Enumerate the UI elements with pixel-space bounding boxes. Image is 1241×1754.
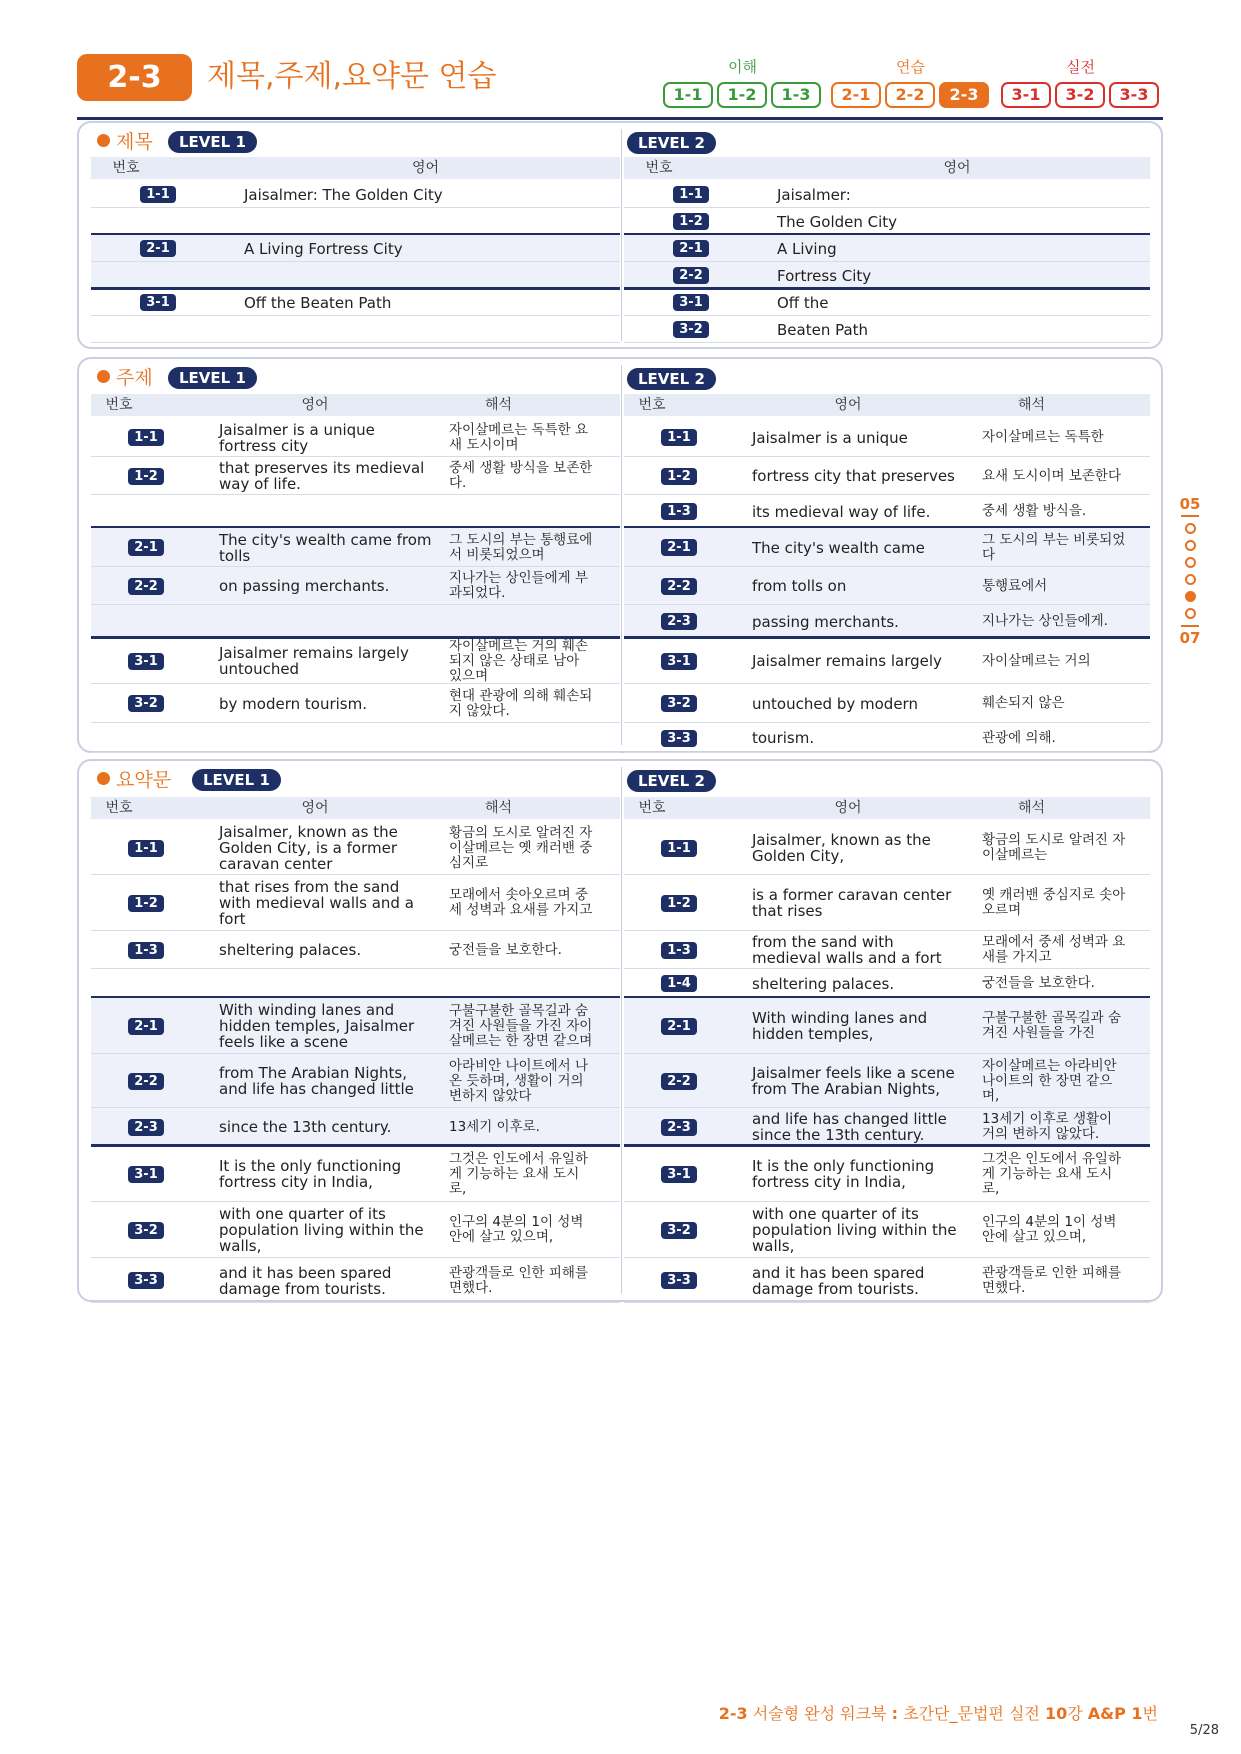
table-row (91, 262, 620, 289)
english-text: With winding lanes and hidden temples, (752, 1009, 928, 1043)
english-text: Jaisalmer is a unique (752, 428, 908, 447)
table-row (624, 289, 1150, 316)
header-en: 영어 (834, 800, 862, 816)
table-row (91, 316, 620, 343)
korean-text: 13세기 이후로 생활이 거의 변하지 않았다. (982, 1111, 1113, 1142)
english-text: With winding lanes and hidden temples, Jaisalmer feels like a scene (219, 1001, 415, 1051)
korean-text: 궁전들을 보호한다. (449, 941, 562, 958)
table-header (624, 157, 1150, 179)
korean-text: 관광에 의해. (982, 729, 1056, 746)
english-text: Jaisalmer is a unique fortress city (219, 420, 375, 455)
row-number: 1-1 (661, 429, 697, 446)
table-row (624, 998, 1150, 1054)
header-en: 영어 (943, 160, 971, 176)
row-number: 1-2 (661, 895, 697, 912)
korean-text: 13세기 이후로. (449, 1118, 540, 1135)
english-text: by modern tourism. (219, 694, 367, 713)
table-header (91, 394, 620, 416)
english-text: The city's wealth came from tolls (219, 530, 432, 565)
english-text: Off the (777, 293, 829, 312)
row-number: 3-2 (661, 695, 697, 712)
table-row (91, 289, 620, 316)
table-row (624, 316, 1150, 343)
row-number: 1-2 (661, 468, 697, 485)
english-text: Off the Beaten Path (244, 293, 392, 312)
korean-text: 자이살메르는 거의 (982, 652, 1091, 669)
nav-button-1-2[interactable]: 1-2 (717, 82, 767, 108)
row-number: 2-3 (661, 613, 697, 630)
english-text: and it has been spared damage from tourists. (752, 1263, 925, 1298)
table-row (624, 875, 1150, 931)
english-text: and life has changed little since the 13th century. (752, 1110, 947, 1144)
row-number: 3-1 (661, 1166, 697, 1183)
korean-text: 지나가는 상인들에게 부 과되었다. (449, 570, 588, 601)
row-number: 1-1 (140, 186, 176, 203)
table-header (91, 797, 620, 819)
progress-circle (1185, 574, 1196, 585)
bullet-icon (97, 370, 110, 383)
row-number: 2-1 (128, 539, 164, 556)
row-number: 1-4 (661, 975, 697, 992)
row-number: 2-2 (128, 578, 164, 595)
korean-text: 중세 생활 방식을. (982, 503, 1087, 519)
nav-button-1-1[interactable]: 1-1 (663, 82, 713, 108)
side-top-label: 05 (1179, 495, 1201, 513)
korean-text: 통행료에서 (982, 577, 1048, 594)
table-row (624, 1202, 1150, 1258)
row-number: 2-1 (140, 240, 176, 257)
table-row (91, 684, 620, 723)
header-ko: 해석 (1017, 397, 1046, 413)
table-row (624, 605, 1150, 638)
korean-text: 자이살메르는 아라비안 나이트의 한 장면 같으 며, (982, 1057, 1117, 1104)
header-num: 번호 (645, 160, 673, 176)
table-row (91, 208, 620, 235)
table-header (91, 157, 620, 179)
table-row (624, 457, 1150, 495)
english-text: fortress city that preserves (752, 467, 955, 485)
table-header (624, 797, 1150, 819)
section-title: 제목 (97, 130, 153, 154)
table-row (91, 1258, 620, 1303)
row-number: 2-1 (128, 1018, 164, 1035)
row-number: 1-1 (128, 429, 164, 446)
korean-text: 관광객들로 인한 피해를 면했다. (449, 1264, 588, 1296)
page-number: 5/28 (1189, 1723, 1219, 1738)
english-text: It is the only functioning fortress city in India, (752, 1157, 935, 1191)
row-number: 3-1 (128, 1166, 164, 1183)
header-en: 영어 (301, 800, 329, 816)
row-number: 3-1 (661, 653, 697, 670)
lesson-badge: 2-3 (77, 54, 192, 101)
english-text: Jaisalmer feels like a scene from The Arabian Nights, (752, 1064, 955, 1098)
english-text: from The Arabian Nights, and life has changed little (219, 1064, 414, 1098)
row-number: 3-1 (673, 294, 709, 311)
english-text: sheltering palaces. (219, 941, 362, 959)
korean-text: 아라비안 나이트에서 나 온 듯하며, 생활이 거의 변하지 않았다 (449, 1057, 588, 1104)
korean-text: 황금의 도시로 알려진 자 이살메르는 (982, 832, 1126, 863)
column-divider (621, 767, 622, 1294)
bullet-icon (97, 772, 110, 785)
english-text: Jaisalmer remains largely (752, 652, 942, 670)
row-number: 1-1 (673, 186, 709, 203)
nav-button-3-2[interactable]: 3-2 (1055, 82, 1105, 108)
english-text: that preserves its medieval way of life. (219, 459, 425, 493)
korean-text: 지나가는 상인들에게. (982, 613, 1108, 629)
english-text: It is the only functioning fortress city in India, (219, 1157, 402, 1191)
header-num: 번호 (638, 800, 666, 816)
level-2-badge: LEVEL 2 (627, 132, 716, 154)
level-2-badge: LEVEL 2 (627, 770, 716, 792)
table-row (624, 567, 1150, 605)
korean-text: 요새 도시이며 보존한다 (982, 467, 1121, 484)
progress-circle (1185, 591, 1196, 602)
table-row (91, 1202, 620, 1258)
korean-text: 관광객들로 인한 피해를 면했다. (982, 1264, 1121, 1296)
table-header (624, 394, 1150, 416)
row-number: 2-2 (128, 1073, 164, 1090)
korean-text: 그 도시의 부는 비롯되었 다 (982, 531, 1126, 563)
header-ko: 해석 (484, 397, 513, 413)
bullet-icon (97, 134, 110, 147)
nav-group-label: 연습 (896, 58, 925, 76)
table-row (624, 1054, 1150, 1108)
korean-text: 그 도시의 부는 통행료에 서 비롯되었으며 (449, 531, 593, 563)
table-row (624, 1146, 1150, 1202)
row-number: 2-1 (661, 1018, 697, 1035)
row-number: 3-2 (128, 695, 164, 712)
english-text: passing merchants. (752, 612, 899, 631)
table-row (91, 235, 620, 262)
header-num: 번호 (638, 397, 666, 413)
row-number: 3-2 (673, 321, 709, 338)
table-row (91, 1054, 620, 1108)
table-row (91, 181, 620, 208)
header-en: 영어 (411, 160, 440, 176)
nav-group-label: 이해 (728, 58, 757, 76)
row-number: 3-2 (661, 1222, 697, 1239)
side-progress (1178, 495, 1202, 647)
header-num: 번호 (105, 800, 133, 816)
row-number: 2-1 (661, 539, 697, 556)
progress-circle (1185, 523, 1196, 534)
level-1-badge: LEVEL 1 (192, 769, 281, 791)
section-title: 주제 (97, 366, 153, 390)
row-number: 3-3 (661, 730, 697, 747)
english-text: on passing merchants. (219, 577, 390, 595)
row-number: 2-3 (128, 1119, 164, 1136)
row-number: 2-1 (673, 240, 709, 257)
column-divider (621, 365, 622, 745)
row-number: 3-3 (128, 1272, 164, 1289)
row-number: 3-2 (128, 1222, 164, 1239)
table-row (624, 208, 1150, 235)
nav-button-3-1[interactable]: 3-1 (1001, 82, 1051, 108)
table-row (91, 418, 620, 457)
korean-text: 자이살메르는 독특한 요 새 도시이며 (449, 421, 588, 453)
row-number: 1-3 (661, 503, 697, 520)
table-row (624, 235, 1150, 262)
english-text: and it has been spared damage from tourists. (219, 1263, 392, 1298)
korean-text: 인구의 4분의 1이 성벽 안에 살고 있으며, (449, 1214, 584, 1245)
korean-text: 그것은 인도에서 유일하 게 기능하는 요새 도시 로, (449, 1150, 588, 1197)
side-bottom-label: 07 (1179, 629, 1201, 647)
row-divider (624, 1302, 1150, 1303)
level-1-badge: LEVEL 1 (168, 131, 257, 153)
table-row (91, 495, 620, 528)
nav-button-2-1[interactable]: 2-1 (831, 82, 881, 108)
row-number: 2-2 (661, 1073, 697, 1090)
english-text: is a former caravan center that rises (752, 886, 952, 920)
table-row (624, 638, 1150, 684)
footer-caption: 2-3 서술형 완성 워크북 : 초간단_문법편 실전 10강 A&P 1번 (718, 1704, 1158, 1723)
table-row (624, 262, 1150, 289)
header-divider (77, 117, 1163, 120)
column-divider (621, 129, 622, 341)
korean-text: 자이살메르는 거의 훼손 되지 않은 상태로 남아 있으며 (449, 637, 588, 684)
table-row (624, 495, 1150, 528)
table-row (624, 181, 1150, 208)
table-row (624, 528, 1150, 567)
table-row (624, 723, 1150, 753)
row-number: 2-2 (673, 267, 709, 284)
nav-button-1-3[interactable]: 1-3 (771, 82, 821, 108)
table-row (624, 1258, 1150, 1303)
table-row (91, 605, 620, 638)
row-number: 3-1 (140, 294, 176, 311)
table-row (91, 821, 620, 875)
section-title: 요약문 (97, 768, 171, 792)
table-row (624, 1108, 1150, 1146)
row-divider (624, 752, 1150, 753)
table-row (624, 821, 1150, 875)
header-num: 번호 (105, 397, 133, 413)
table-row (624, 969, 1150, 998)
row-number: 1-3 (661, 942, 697, 959)
english-text: Beaten Path (777, 320, 869, 339)
row-number: 1-1 (661, 840, 697, 857)
table-row (624, 931, 1150, 969)
english-text: that rises from the sand with medieval walls and a fort (219, 878, 414, 928)
page-title: 제목,주제,요약문 연습 (207, 59, 497, 94)
english-text: Jaisalmer remains largely untouched (219, 644, 409, 678)
header-ko: 해석 (484, 800, 513, 816)
korean-text: 중세 생활 방식을 보존한 다. (449, 460, 593, 491)
nav-button-3-3[interactable]: 3-3 (1109, 82, 1159, 108)
row-number: 3-1 (128, 653, 164, 670)
table-row (624, 418, 1150, 457)
row-number: 1-1 (128, 840, 164, 857)
header-en: 영어 (834, 397, 862, 413)
row-number: 1-3 (128, 942, 164, 959)
english-text: since the 13th century. (219, 1118, 392, 1136)
korean-text: 그것은 인도에서 유일하 게 기능하는 요새 도시 로, (982, 1150, 1121, 1197)
korean-text: 인구의 4분의 1이 성벽 안에 살고 있으며, (982, 1214, 1117, 1245)
row-number: 2-2 (661, 578, 697, 595)
row-number: 2-3 (661, 1119, 697, 1136)
table-row (91, 1108, 620, 1146)
english-text: Jaisalmer, known as the Golden City, is a former caravan center (219, 823, 398, 873)
english-text: A Living (777, 239, 837, 258)
korean-text: 구불구불한 골목길과 숨 겨진 사원들을 가진 (982, 1010, 1121, 1041)
row-number: 3-3 (661, 1272, 697, 1289)
english-text: Jaisalmer: The Golden City (244, 185, 443, 204)
nav-button-2-2[interactable]: 2-2 (885, 82, 935, 108)
table-row (91, 1146, 620, 1202)
header-num: 번호 (112, 160, 140, 176)
korean-text: 옛 캐러밴 중심지로 솟아 오르며 (982, 887, 1126, 918)
row-number: 1-2 (128, 895, 164, 912)
table-row (91, 528, 620, 567)
row-divider (624, 342, 1150, 343)
korean-text: 황금의 도시로 알려진 자 이살메르는 옛 캐러밴 중 심지로 (449, 824, 593, 871)
english-text: from tolls on (752, 577, 847, 595)
english-text: The Golden City (777, 212, 898, 231)
english-text: its medieval way of life. (752, 502, 931, 521)
korean-text: 궁전들을 보호한다. (982, 975, 1095, 991)
table-row (91, 875, 620, 931)
table-row (91, 998, 620, 1054)
level-1-badge: LEVEL 1 (168, 367, 257, 389)
english-text: sheltering palaces. (752, 974, 895, 993)
english-text: Jaisalmer, known as the Golden City, (752, 831, 931, 865)
english-text: with one quarter of its population living within the walls, (752, 1205, 957, 1255)
row-divider (91, 1302, 620, 1303)
row-divider (91, 752, 620, 753)
progress-circle (1185, 608, 1196, 619)
header-ko: 해석 (1017, 800, 1046, 816)
table-row (91, 567, 620, 605)
english-text: with one quarter of its population living within the walls, (219, 1205, 424, 1255)
english-text: untouched by modern (752, 694, 918, 713)
level-2-badge: LEVEL 2 (627, 368, 716, 390)
nav-group-label: 실전 (1066, 58, 1095, 76)
row-number: 1-2 (128, 468, 164, 485)
nav-button-2-3[interactable]: 2-3 (939, 82, 989, 108)
table-row (91, 931, 620, 969)
table-row (91, 969, 620, 998)
english-text: The city's wealth came (752, 538, 925, 557)
table-row (91, 723, 620, 753)
english-text: from the sand with medieval walls and a fort (752, 933, 942, 967)
korean-text: 현대 관광에 의해 훼손되 지 않았다. (449, 687, 593, 719)
header-en: 영어 (301, 397, 329, 413)
korean-text: 모래에서 중세 성벽과 요 새를 가지고 (982, 934, 1126, 965)
korean-text: 모래에서 솟아오르며 중 세 성벽과 요새를 가지고 (449, 887, 593, 918)
table-row (624, 684, 1150, 723)
korean-text: 훼손되지 않은 (982, 695, 1065, 711)
table-row (91, 457, 620, 495)
progress-circle (1185, 557, 1196, 568)
english-text: A Living Fortress City (244, 239, 403, 258)
progress-circle (1185, 540, 1196, 551)
row-divider (91, 342, 620, 343)
english-text: tourism. (752, 729, 815, 747)
row-number: 1-2 (673, 213, 709, 230)
korean-text: 자이살메르는 독특한 (982, 429, 1104, 445)
table-row (91, 638, 620, 684)
korean-text: 구불구불한 골목길과 숨 겨진 사원들을 가진 자이 살메르는 한 장면 같으며 (449, 1002, 593, 1049)
english-text: Jaisalmer: (777, 185, 851, 204)
english-text: Fortress City (777, 266, 872, 285)
